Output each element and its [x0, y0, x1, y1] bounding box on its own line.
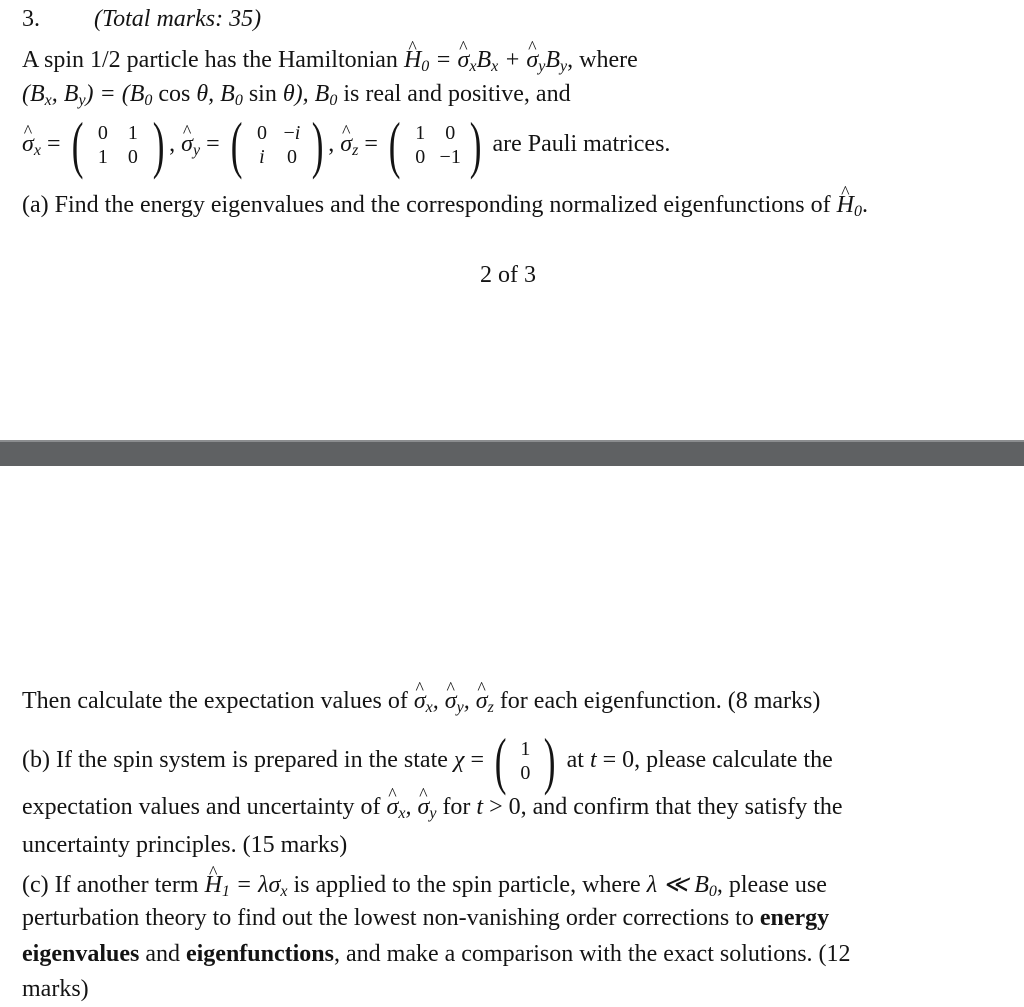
- field-components: ($B_x$, $B_y) = (B_0$ cos θ, $B_0$ sin θ), $B_0$: [22, 81, 338, 109]
- page-top: [0, 0, 1024, 440]
- part-b-line-1: (b) If the spin system is prepared in the state χ = ( 1 0 ) at t = 0, please calculate the: [22, 725, 833, 797]
- sigma-z-matrix: ( 1 0 0 −1 ): [388, 109, 482, 181]
- chi-vector: ( 1 0 ): [494, 725, 556, 797]
- question-header: [22, 4, 261, 34]
- question-number: 3.: [22, 6, 40, 32]
- intro-line-1: A spin 1/2 particle has the Hamiltonian ^ $H_0$ = ^ $\sigma_xB_x$ + ^ $\sigma_yB_y$, where: [22, 45, 638, 75]
- part-b-line-2: expectation values and uncertainty of ^ $\sigma_x$, ^ $\sigma_y$ for t > 0, and confirm that they satisfy the: [22, 792, 843, 822]
- part-c-line-1: (c) If another term ^ $H_1 = \lambda\sigma_x$ is applied to the spin particle, where λ ≪ $B_0$, please use: [22, 870, 827, 900]
- part-c-line-4: marks): [22, 976, 89, 1002]
- part-c-line-2: perturbation theory to find out the lowest non-vanishing order corrections to energy: [22, 905, 830, 931]
- sigma-y-matrix: ( 0 −i i 0 ): [230, 109, 324, 181]
- page-bottom: [0, 466, 1024, 1007]
- sigma-x-matrix: ( 0 1 1 0 ): [71, 109, 165, 181]
- intro-line-2: ($B_x$, $B_y) = (B_0$ cos θ, $B_0$ sin θ), $B_0$ is real and positive, and: [22, 81, 571, 109]
- pauli-matrices-line: ^ $\sigma_x$ = ( 0 1 1 0 ) , ^ $\sigma_y$ = ( 0 −i i 0 ) , ^ $\sigma_z$ = ( 1 0 0 −1 ) are Pauli matrices.: [22, 112, 670, 177]
- page-indicator: 2 of 3: [480, 262, 536, 288]
- part-b-line-3: uncertainty principles. (15 marks): [22, 832, 348, 858]
- page-separator: [0, 440, 1024, 466]
- total-marks: (Total marks: 35): [94, 6, 262, 32]
- part-c-line-3: eigenvalues and eigenfunctions, and make a comparison with the exact solutions. (12: [22, 941, 851, 967]
- hamiltonian-expr: ^ $H_0$ = ^ $\sigma_xB_x$ + ^ $\sigma_yB_y$: [404, 47, 567, 73]
- part-a-continued: Then calculate the expectation values of ^ $\sigma_x$, ^ $\sigma_y$, ^ $\sigma_z$ for each eigenfunction. (8 marks): [22, 686, 820, 716]
- part-a: (a) Find the energy eigenvalues and the corresponding normalized eigenfunctions of ^ $H_0$.: [22, 190, 868, 220]
